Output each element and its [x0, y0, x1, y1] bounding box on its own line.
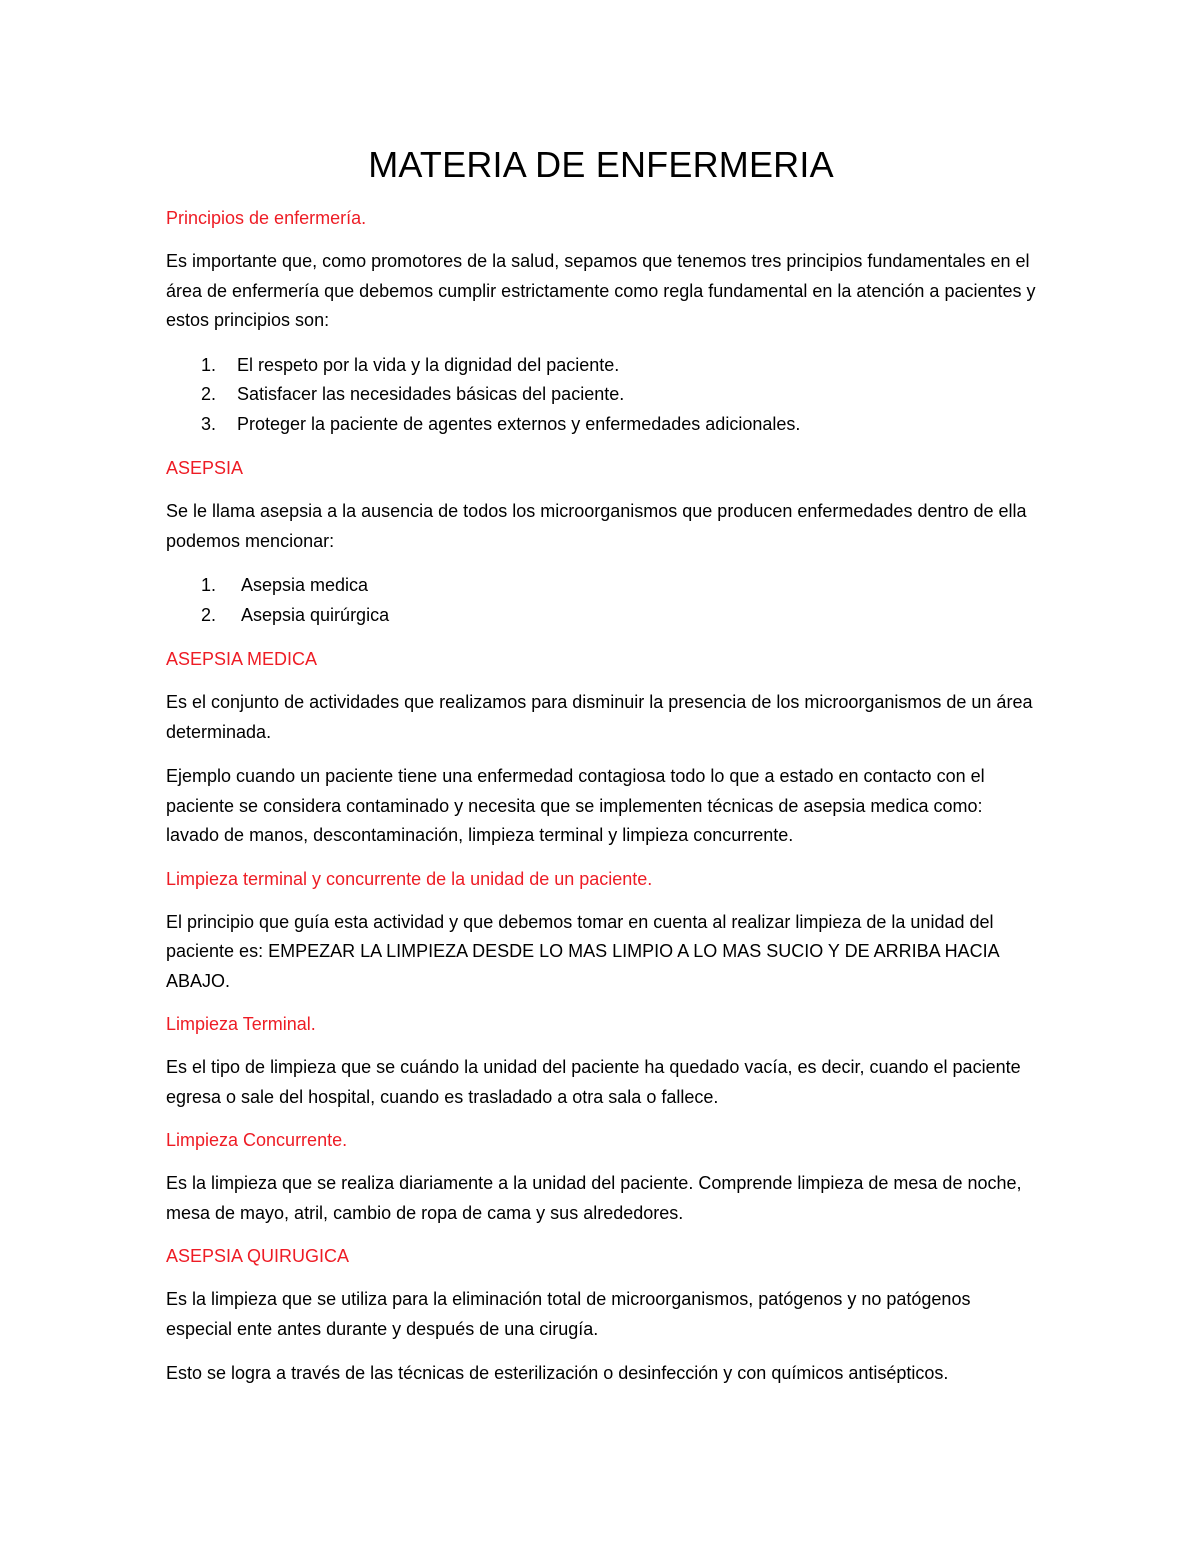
- section-heading: Limpieza terminal y concurrente de la unidad de un paciente.: [166, 868, 653, 889]
- list-number: 1.: [201, 575, 217, 595]
- section-principios: [166, 205, 1036, 439]
- section-heading: Limpieza Concurrente.: [166, 1130, 348, 1150]
- list-item-text: Satisfacer las necesidades básicas del paciente.: [237, 384, 625, 404]
- paragraph: Esto se logra a través de las técnicas de esterilización o desinfección y con químicos antisépticos.: [166, 1363, 949, 1383]
- list-item: [166, 351, 1036, 381]
- section-asepsia: [166, 455, 1036, 630]
- section-asepsia-medica: [166, 646, 1036, 851]
- section-limpieza-terminal-concurrente: [166, 866, 1036, 997]
- list-number: 2.: [201, 384, 217, 404]
- section-heading: ASEPSIA QUIRUGICA: [166, 1246, 350, 1266]
- paragraph: Ejemplo cuando un paciente tiene una enfermedad contagiosa todo lo que a estado en contacto con el paciente se considera contaminado y necesita que se implementen técnicas de asepsia medica como: lavado de manos, descontaminación, limpieza terminal y limpieza concurrente.: [166, 766, 985, 845]
- list-item-text: El respeto por la vida y la dignidad del paciente.: [237, 354, 620, 375]
- section-limpieza-concurrente: [166, 1127, 1036, 1228]
- list-number: 2.: [201, 604, 217, 625]
- section-heading: ASEPSIA MEDICA: [166, 649, 318, 669]
- paragraph: El principio que guía esta actividad y que debemos tomar en cuenta al realizar limpieza de la unidad del paciente es: EMPEZAR LA LIMPIEZA DESDE LO MAS LIMPIO A LO MAS SUCIO Y DE ARRIBA HACIA ABAJO.: [166, 911, 999, 991]
- list-item: [166, 380, 1036, 410]
- list-number: 3.: [201, 413, 217, 434]
- list-item: [166, 601, 1036, 631]
- list-item-text: Asepsia medica: [241, 575, 369, 595]
- paragraph: Se le llama asepsia a la ausencia de todos los microorganismos que producen enfermedades dentro de ella podemos mencionar:: [166, 501, 1027, 551]
- list-item-text: Proteger la paciente de agentes externos y enfermedades adicionales.: [237, 413, 801, 434]
- section-heading: ASEPSIA: [166, 458, 244, 478]
- numbered-list: [166, 571, 1036, 630]
- document-body: [166, 143, 1036, 1404]
- document-title: MATERIA DE ENFERMERIA: [368, 144, 834, 185]
- numbered-list: [166, 351, 1036, 440]
- paragraph: Es el conjunto de actividades que realizamos para disminuir la presencia de los microorganismos de un área determinada.: [166, 692, 1033, 742]
- list-item-text: Asepsia quirúrgica: [241, 604, 390, 625]
- list-item: [166, 571, 1036, 601]
- paragraph: Es importante que, como promotores de la salud, sepamos que tenemos tres principios fundamentales en el área de enfermería que debemos cumplir estrictamente como regla fundamental en la atención a pacientes y estos principios son:: [166, 251, 1036, 330]
- paragraph: Es el tipo de limpieza que se cuándo la unidad del paciente ha quedado vacía, es decir, cuando el paciente egresa o sale del hospital, cuando es trasladado a otra sala o fallece.: [166, 1057, 1021, 1107]
- section-limpieza-terminal: [166, 1011, 1036, 1112]
- section-asepsia-quirurgica: [166, 1243, 1036, 1389]
- paragraph: Es la limpieza que se realiza diariamente a la unidad del paciente. Comprende limpieza de mesa de noche, mesa de mayo, atril, cambio de ropa de cama y sus alrededores.: [166, 1173, 1022, 1223]
- list-item: [166, 410, 1036, 440]
- paragraph: Es la limpieza que se utiliza para la eliminación total de microorganismos, patógenos y no patógenos especial ente antes durante y después de una cirugía.: [166, 1289, 971, 1339]
- section-heading: Limpieza Terminal.: [166, 1014, 316, 1034]
- section-heading: Principios de enfermería.: [166, 208, 367, 228]
- list-number: 1.: [201, 354, 217, 375]
